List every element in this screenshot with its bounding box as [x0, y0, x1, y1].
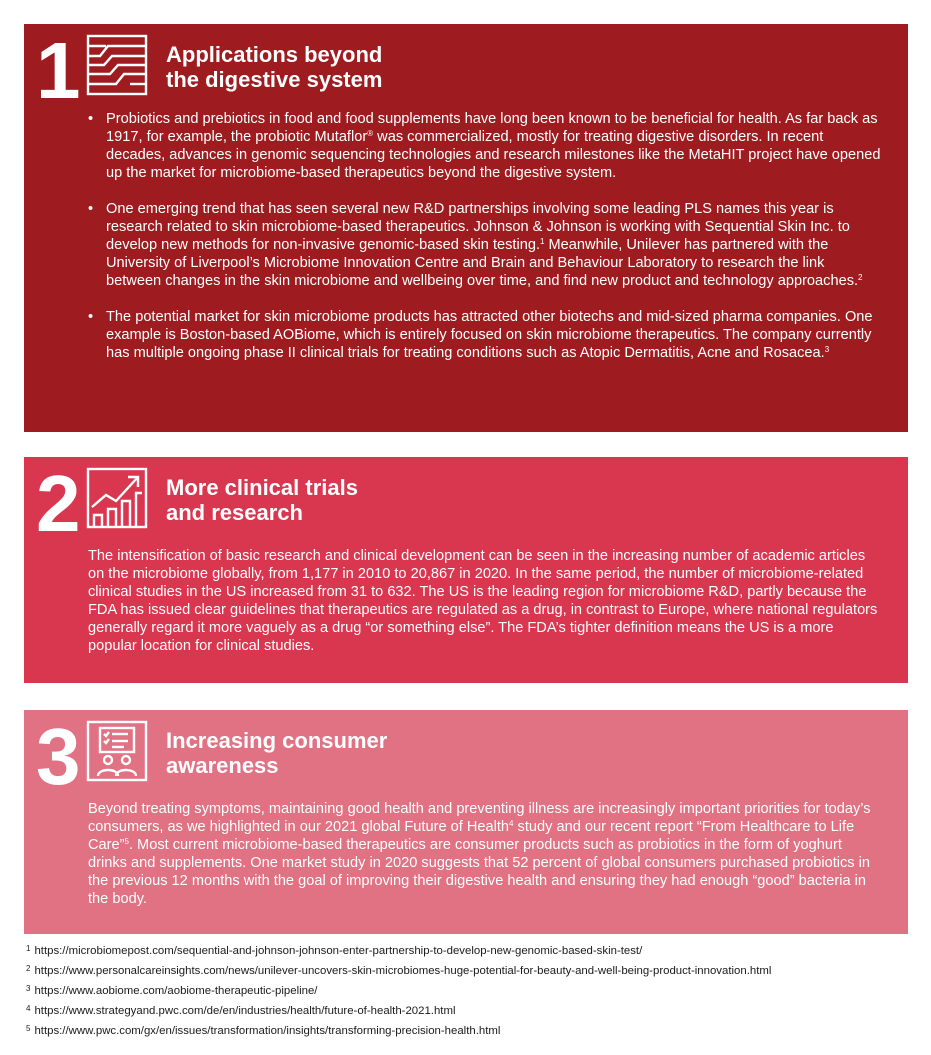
section-clinical-trials — [24, 457, 908, 683]
section-consumer-awareness — [24, 710, 908, 934]
footnote-ref: 5 — [124, 837, 129, 846]
bullet-item: • The potential market for skin microbiome products has attracted other biotechs and mid-sized pharma companies. One example is Boston-based AOBiome, which is entirely focused on skin microbiome therapeutics. The company currently has multiple ongoing phase II clinical trials for treating conditions such as Atopic Dermatitis, Acne and Rosacea.$^3$ — [88, 308, 882, 362]
dna-sequencing-icon — [86, 34, 148, 96]
growth-chart-icon — [86, 467, 148, 529]
footnote-item — [26, 980, 916, 1000]
section-title-line-1: Increasing consumer — [166, 728, 388, 753]
consumer-presentation-icon — [86, 720, 148, 782]
section-title — [166, 728, 387, 778]
footnote-ref: 3 — [824, 345, 830, 354]
footnote-ref: 4 — [509, 819, 514, 828]
footnote-number: 5 — [26, 1024, 31, 1033]
footnote-link[interactable]: https://microbiomepost.com/sequential-and-johnson-johnson-enter-partnership-to-develop-new-genomic-based-skin-test/ — [34, 945, 643, 957]
footnote-link[interactable]: https://www.pwc.com/gx/en/issues/transformation/insights/transforming-precision-health.html — [34, 1025, 501, 1037]
section-title-line-1: More clinical trials — [166, 475, 358, 500]
footnotes-list — [26, 940, 916, 1040]
footnote-link[interactable]: https://www.personalcareinsights.com/news/unilever-uncovers-skin-microbiomes-huge-potential-for-beauty-and-well-being-product-innovation.html — [34, 965, 772, 977]
footnote-ref: 1 — [540, 237, 545, 246]
section-paragraph: The intensification of basic research and clinical development can be seen in the increasing number of academic articles on the microbiome globally, from 1,177 in 2010 to 20,867 in 2020. In the same period, the number of microbiome-related clinical studies in the US increased from 31 to 632. The US is the leading region for microbiome R&D, partly because the FDA has issued clear guidelines that therapeutics are regulated as a drug, in contrast to Europe, where national regulators generally regard it more vaguely as a drug “or something else”. The FDA’s tighter definition means the US is a more popular location for clinical studies. — [88, 548, 878, 654]
section-title-line-2: the digestive system — [166, 67, 383, 92]
footnote-item — [26, 960, 916, 980]
section-paragraph: Beyond treating symptoms, maintaining good health and preventing illness are increasingly important priorities for today’s consumers, as we highlighted in our 2021 global Future of Health$^4$ study and our recent report “From Healthcare to Life Care”$^5$. Most current microbiome-based therapeutics are consumer products such as probiotics in the form of yoghurt drinks and supplements. One market study in 2020 suggests that 52 percent of global consumers purchased probiotics in the previous 12 months with the goal of improving their digestive health and ensuring they had enough “good” bacteria in the body. — [88, 801, 871, 907]
footnote-item — [26, 1020, 916, 1040]
bullet-item: • One emerging trend that has seen several new R&D partnerships involving some leading PLS names this year is research related to skin microbiome-based therapeutics. Johnson & Johnson is working with Sequential Skin Inc. to develop new methods for non-invasive genomic-based skin testing.$^1$ Meanwhile, Unilever has partnered with the University of Liverpool’s Microbiome Innovation Centre and Brain and Behaviour Laboratory to research the link between changes in the skin microbiome and wellbeing over time, and find new product and technology approaches.$^2$ — [88, 200, 882, 290]
section-title-line-1: Applications beyond — [166, 42, 383, 67]
footnote-number: 3 — [26, 984, 31, 993]
registered-mark: ® — [367, 129, 374, 138]
section-number: 3 — [36, 712, 79, 801]
footnote-link[interactable]: https://www.strategyand.pwc.com/de/en/industries/health/future-of-health-2021.html — [34, 1005, 456, 1017]
bullet-item: • Probiotics and prebiotics in food and food supplements have long been known to be beneficial for health. As far back as 1917, for example, the probiotic Mutaflor® was commercialized, mostly for treating digestive disorders. In recent decades, advances in genomic sequencing technologies and research milestones like the MetaHIT project have opened up the market for microbiome-based therapeutics beyond the digestive system. — [88, 110, 882, 182]
section-number: 2 — [36, 459, 79, 548]
footnote-number: 4 — [26, 1004, 31, 1013]
section-number: 1 — [36, 26, 79, 115]
footnote-number: 2 — [26, 964, 31, 973]
footnote-ref: 2 — [858, 273, 863, 282]
footnote-item — [26, 1000, 916, 1020]
section-title — [166, 475, 358, 525]
section-title — [166, 42, 382, 92]
section-title-line-2: awareness — [166, 753, 279, 778]
footnote-link[interactable]: https://www.aobiome.com/aobiome-therapeutic-pipeline/ — [34, 985, 318, 997]
footnote-number: 1 — [26, 944, 31, 953]
bullet-list — [88, 110, 882, 380]
section-applications — [24, 24, 908, 432]
footnote-item — [26, 940, 916, 960]
section-title-line-2: and research — [166, 500, 303, 525]
